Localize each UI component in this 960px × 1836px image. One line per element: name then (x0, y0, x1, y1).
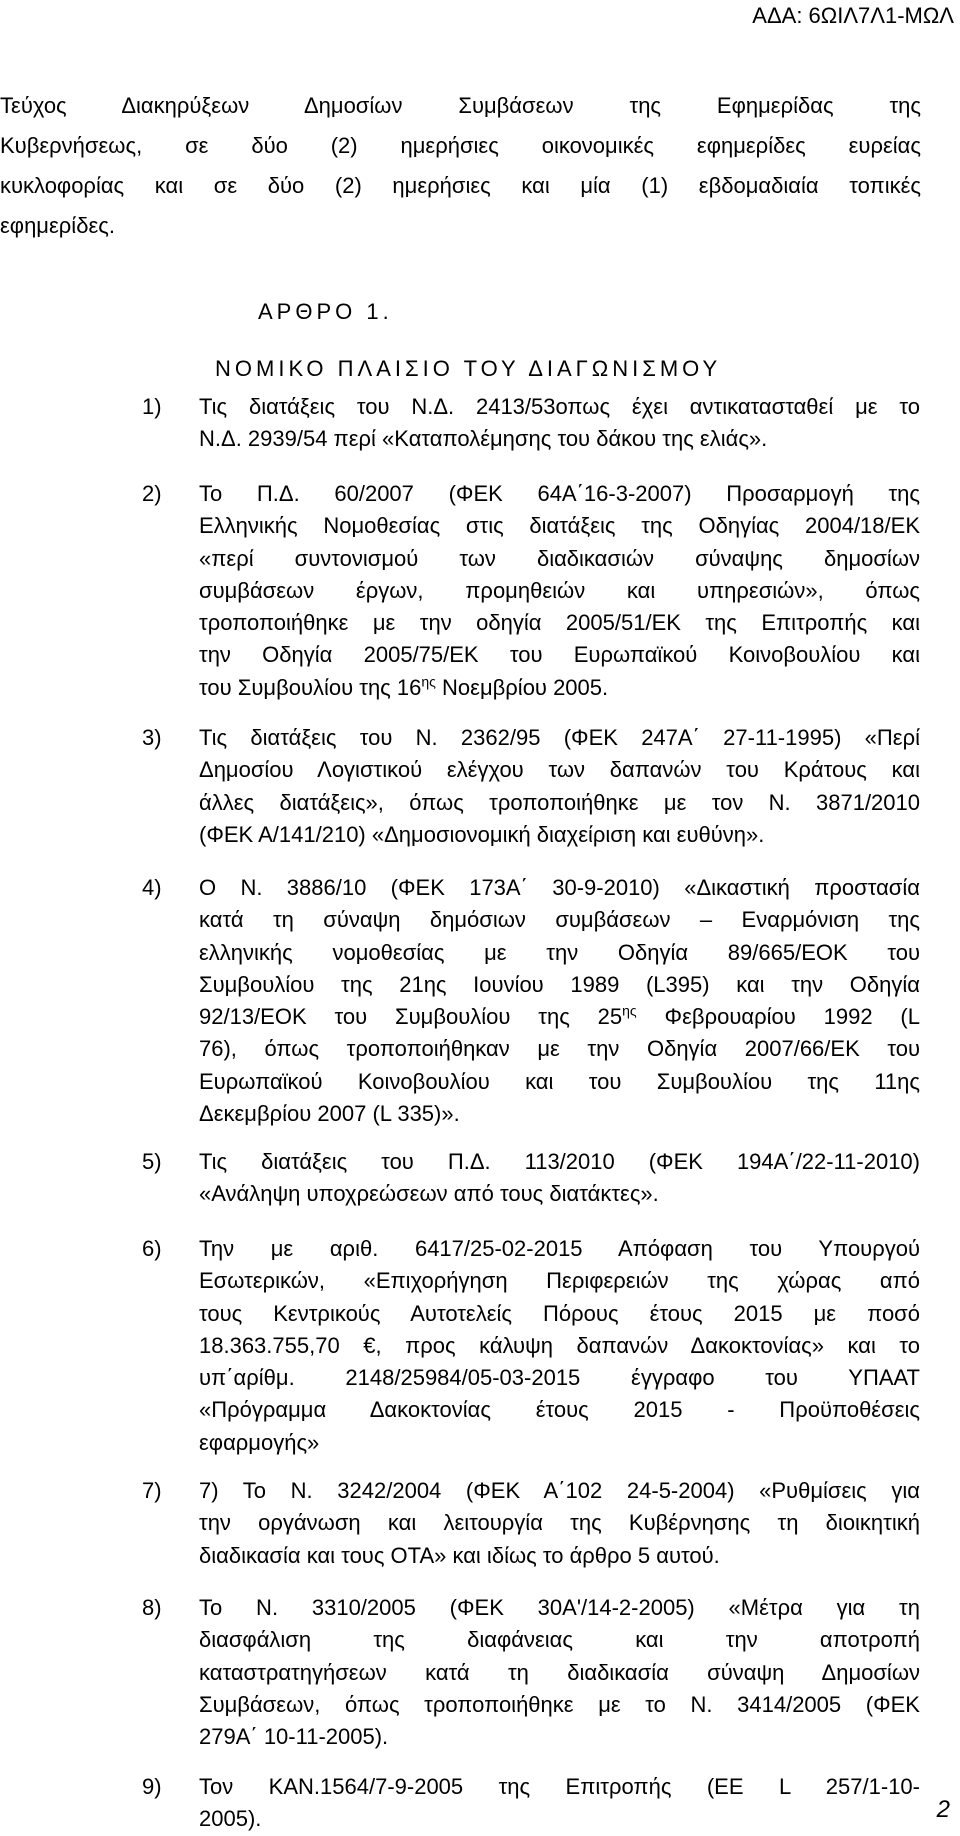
item-line: Συμβουλίου της 21ης Ιουνίου 1989 (L395) και την Οδηγία (199, 971, 920, 997)
item-number: 5) (142, 1149, 162, 1174)
item-line: την Οδηγία 2005/75/ΕΚ του Ευρωπαϊκού Κοινοβουλίου και (199, 642, 920, 668)
superscript: ης (622, 1002, 637, 1019)
item-line: «περί συντονισμού των διαδικασιών σύναψης δημοσίων (199, 545, 920, 571)
item-line: ελληνικής νομοθεσίας με την Οδηγία 89/665/ΕΟΚ του (199, 939, 920, 965)
item-text (199, 1771, 920, 1836)
item-text (199, 722, 920, 851)
item-line: εφαρμογής» (199, 1429, 320, 1455)
item-text (199, 1146, 920, 1211)
item-text (199, 1475, 920, 1572)
item-line: τροποποιήθηκε με την οδηγία 2005/51/ΕΚ της Επιτροπής και (199, 610, 920, 636)
list-item (142, 1233, 920, 1459)
item-line: Την με αριθ. 6417/25-02-2015 Απόφαση του Υπουργού (199, 1236, 920, 1261)
item-line (199, 1001, 920, 1033)
item-line: Το Ν. 3310/2005 (ΦΕΚ 30Α'/14-2-2005) «Μέτρα για τη (199, 1595, 920, 1620)
item-line: Ευρωπαϊκού Κοινοβουλίου και του Συμβουλίου της 11ης (199, 1068, 920, 1094)
list-item (142, 478, 920, 704)
article-title: ΑΡΘΡΟ 1. (258, 299, 393, 324)
intro-line: κυκλοφορίας και σε δύο (2) ημερήσιες και μία (1) εβδομαδιαία τοπικές (0, 173, 921, 198)
article-subtitle: ΝΟΜΙΚΟ ΠΛΑΙΣΙΟ ΤΟΥ ΔΙΑΓΩΝΙΣΜΟΥ (215, 356, 722, 381)
item-line: Ελληνικής Νομοθεσίας στις διατάξεις της Οδηγίας 2004/18/ΕΚ (199, 513, 920, 539)
item-number: 8) (142, 1595, 162, 1620)
item-line: Ν.Δ. 2939/54 περί «Καταπολέμησης του δάκου της ελιάς». (199, 426, 768, 452)
list-item (142, 1146, 920, 1211)
item-line: (ΦΕΚ Α/141/210) «Δημοσιονομική διαχείριση και ευθύνη». (199, 821, 765, 847)
item-text (199, 391, 920, 456)
item-line: Το Π.Δ. 60/2007 (ΦΕΚ 64Α΄16-3-2007) Προσαρμογή της (199, 481, 920, 506)
item-line: «Ανάληψη υποχρεώσεων από τους διατάκτες». (199, 1181, 659, 1207)
item-line: Δεκεμβρίου 2007 (L 335)». (199, 1101, 460, 1127)
item-line: την οργάνωση και λειτουργία της Κυβέρνησης τη διοικητική (199, 1510, 920, 1536)
item-line: 7) Το Ν. 3242/2004 (ΦΕΚ Α΄102 24-5-2004) «Ρυθμίσεις για (199, 1478, 920, 1503)
item-line: κατά τη σύναψη δημόσιων συμβάσεων – Εναρμόνιση της (199, 907, 920, 933)
item-line: διασφάλιση της διαφάνειας και την αποτροπή (199, 1627, 920, 1653)
item-line (199, 672, 920, 704)
item-line: 18.363.755,70 €, προς κάλυψη δαπανών Δακοκτονίας» και το (199, 1332, 920, 1358)
item-line: 279Α΄ 10-11-2005). (199, 1724, 389, 1750)
item-number: 1) (142, 394, 162, 419)
item-number: 3) (142, 725, 162, 750)
item-number: 2) (142, 481, 162, 506)
item-line: «Πρόγραμμα Δακοκτονίας έτους 2015 - Προϋποθέσεις (199, 1397, 920, 1423)
list-item (142, 391, 920, 456)
item-text (199, 478, 920, 704)
item-number: 7) (142, 1478, 162, 1503)
item-text (199, 872, 920, 1130)
item-line: Τις διατάξεις του Ν.Δ. 2413/53οπως έχει αντικατασταθεί με το (199, 394, 920, 419)
item-line: συμβάσεων έργων, προμηθειών και υπηρεσιών», όπως (199, 577, 920, 603)
item-line: 76), όπως τροποποιήθηκαν με την Οδηγία 2007/66/ΕΚ του (199, 1036, 920, 1062)
item-line: Εσωτερικών, «Επιχορήγηση Περιφερειών της χώρας από (199, 1268, 920, 1294)
item-number: 9) (142, 1774, 162, 1799)
list-item (142, 1771, 920, 1836)
superscript: ης (421, 673, 436, 690)
item-number: 6) (142, 1236, 162, 1261)
ada-code: ΑΔΑ: 6ΩΙΛ7Λ1-ΜΩΛ (752, 3, 954, 28)
item-text (199, 1592, 920, 1753)
item-line: Ο Ν. 3886/10 (ΦΕΚ 173Α΄ 30-9-2010) «Δικαστική προστασία (199, 875, 920, 900)
line-segment: Φεβρουαρίου 1992 (L (636, 1004, 920, 1030)
item-line: τους Κεντρικούς Αυτοτελείς Πόρους έτους 2015 με ποσό (199, 1300, 920, 1326)
page-number: 2 (936, 1796, 950, 1823)
item-line: καταστρατηγήσεων κατά τη διαδικασία σύναψη Δημοσίων (199, 1659, 920, 1685)
item-line: υπ΄αρίθμ. 2148/25984/05-03-2015 έγγραφο του ΥΠΑΑΤ (199, 1365, 920, 1391)
item-line: διαδικασία και τους ΟΤΑ» και ιδίως το άρθρο 5 αυτού. (199, 1542, 720, 1568)
intro-line: Κυβερνήσεως, σε δύο (2) ημερήσιες οικονομικές εφημερίδες ευρείας (0, 133, 921, 158)
line-segment: 92/13/ΕΟΚ του Συμβουλίου της 25 (199, 1004, 623, 1030)
item-number: 4) (142, 875, 162, 900)
item-line: 2005). (199, 1806, 262, 1832)
intro-line: Τεύχος Διακηρύξεων Δημοσίων Συμβάσεων της Εφημερίδας της (0, 93, 921, 118)
intro-line: εφημερίδες. (0, 213, 115, 238)
list-item (142, 1592, 920, 1753)
line-segment: του Συμβουλίου της 16 (199, 674, 422, 700)
item-line: άλλες διατάξεις», όπως τροποποιήθηκε με τον Ν. 3871/2010 (199, 789, 920, 815)
item-line: Τις διατάξεις του Ν. 2362/95 (ΦΕΚ 247Α΄ 27-11-1995) «Περί (199, 725, 920, 750)
item-line: Τον ΚΑΝ.1564/7-9-2005 της Επιτροπής (ΕΕ L 257/1-10- (199, 1774, 920, 1799)
intro-paragraph (0, 86, 921, 246)
list-item (142, 1475, 920, 1572)
item-line: Δημοσίου Λογιστικού ελέγχου των δαπανών του Κράτους και (199, 757, 920, 783)
list-item (142, 722, 920, 851)
line-segment: Νοεμβρίου 2005. (435, 674, 609, 700)
item-line: Τις διατάξεις του Π.Δ. 113/2010 (ΦΕΚ 194Α΄/22-11-2010) (199, 1149, 920, 1174)
item-text (199, 1233, 920, 1459)
item-line: Συμβάσεων, όπως τροποποιήθηκε με το Ν. 3414/2005 (ΦΕΚ (199, 1691, 920, 1717)
list-item (142, 872, 920, 1130)
